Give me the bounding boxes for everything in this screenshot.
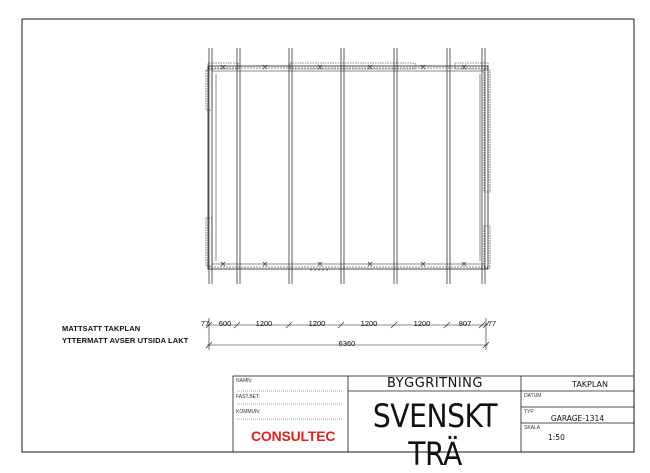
drawing-name: TAKPLAN — [572, 380, 608, 389]
brand-title: SVENSKT TRÄ — [372, 397, 498, 473]
consultec-logo: CONSULTEC — [251, 428, 336, 444]
skala-value: 1:50 — [548, 433, 565, 442]
dim-seg-2: 600 — [218, 319, 232, 328]
dim-seg-1: 77 — [200, 319, 210, 328]
sheet-border — [22, 19, 634, 452]
skala-label: SKALA — [524, 425, 541, 431]
note-line-2: YTTERMATT AVSER UTSIDA LAKT — [62, 336, 189, 345]
dim-seg-3: 1200 — [255, 319, 273, 328]
roof-plan — [206, 63, 490, 269]
dim-seg-8: 77 — [487, 319, 497, 328]
drawing-heading: BYGGRITNING — [387, 376, 483, 391]
rafters — [209, 48, 485, 284]
datum-label: DATUM — [524, 393, 542, 399]
kommun-label: KOMMUN: — [236, 409, 261, 415]
name-label: NAMN: — [236, 378, 253, 384]
dim-seg-6: 1200 — [413, 319, 431, 328]
typ-value: GARAGE-1314 — [550, 414, 605, 423]
dim-seg-4: 1200 — [308, 319, 326, 328]
dim-seg-5: 1200 — [360, 319, 378, 328]
purlin-ticks — [221, 65, 466, 270]
dim-total: 6360 — [338, 339, 356, 348]
dim-seg-7: 807 — [458, 319, 472, 328]
roof-outline — [208, 66, 488, 269]
note-line-1: MATTSATT TAKPLAN — [62, 324, 141, 333]
fastbet-label: FAST.BET: — [236, 394, 260, 400]
typ-label: TYP — [524, 409, 534, 415]
